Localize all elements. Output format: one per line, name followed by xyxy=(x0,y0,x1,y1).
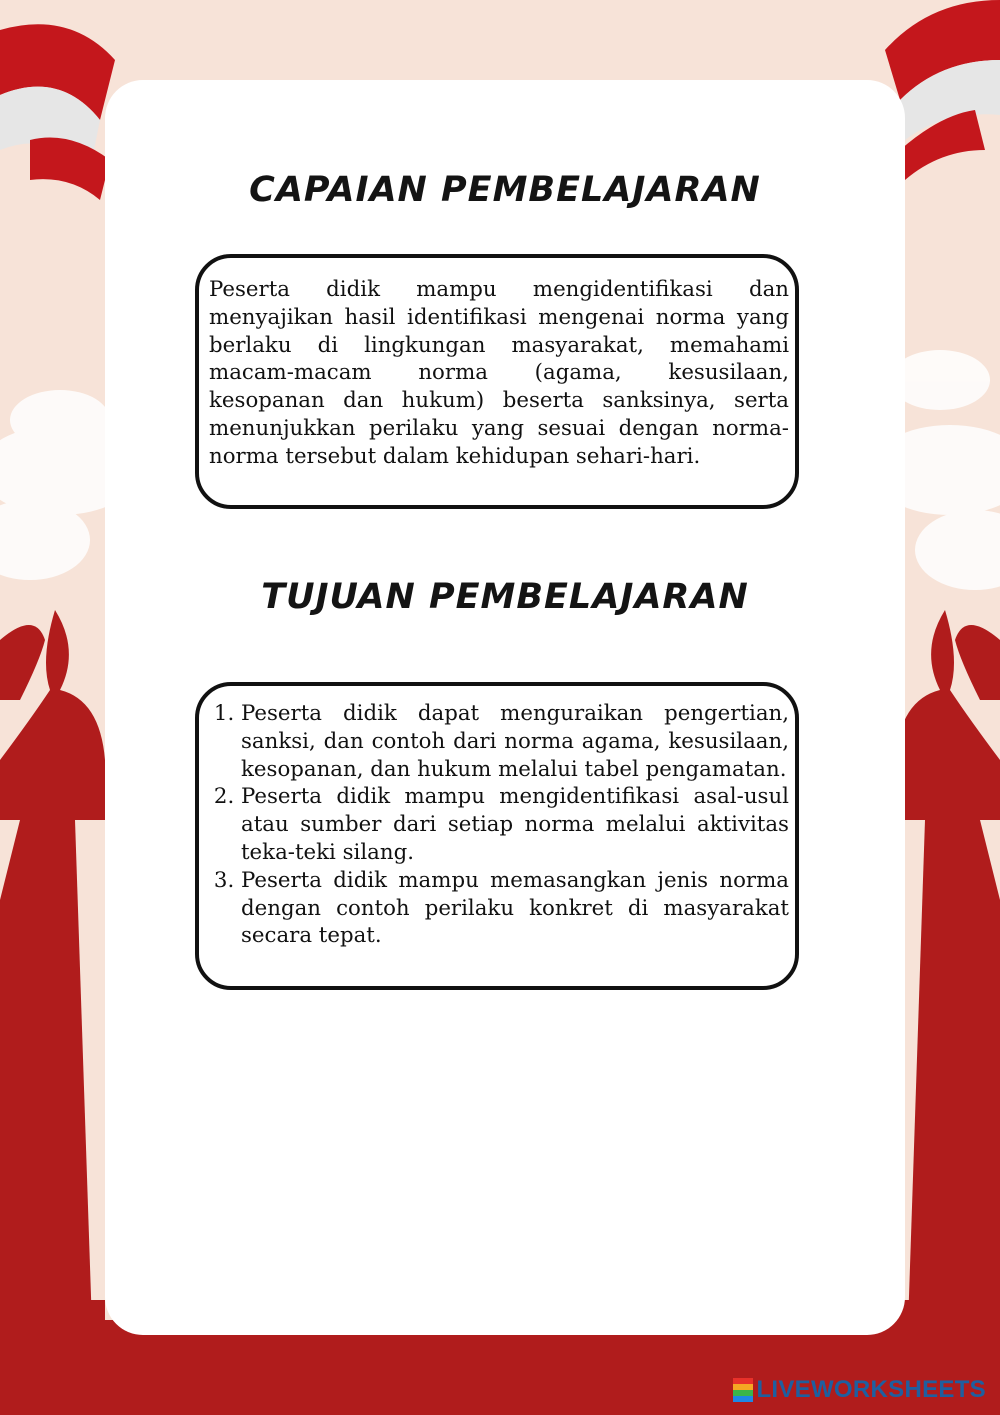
tujuan-box xyxy=(195,682,799,990)
liveworksheets-icon xyxy=(733,1378,753,1402)
tujuan-list xyxy=(199,700,795,950)
flag-ribbon-left xyxy=(0,24,115,200)
tujuan-item: 1. Peserta didik dapat menguraikan pengertian, sanksi, dan contoh dari norma agama, kesusilaan, kesopanan, dan hukum melalui tabel pengamatan. xyxy=(241,700,789,783)
capaian-title: CAPAIAN PEMBELAJARAN xyxy=(249,170,761,210)
capaian-box xyxy=(195,254,799,509)
tujuan-item: 3. Peserta didik mampu memasangkan jenis norma dengan contoh perilaku konkret di masyarakat secara tepat. xyxy=(241,867,789,950)
monument-left xyxy=(0,610,105,1415)
monument-right xyxy=(895,610,1000,1415)
tujuan-item: 2. Peserta didik mampu mengidentifikasi asal-usul atau sumber dari setiap norma melalui aktivitas teka-teki silang. xyxy=(241,783,789,866)
liveworksheets-logo[interactable] xyxy=(733,1377,986,1403)
liveworksheets-brand: LIVEWORKSHEETS xyxy=(756,1376,986,1403)
capaian-text: Peserta didik mampu mengidentifikasi dan menyajikan hasil identifikasi mengenai norma yang berlaku di lingkungan masyarakat, memahami macam-macam norma (agama, kesusilaan, kesopanan dan hukum) beserta sanksinya, serta menunjukkan perilaku yang sesuai dengan norma-norma tersebut dalam kehidupan sehari-hari. xyxy=(209,277,789,469)
tujuan-title: TUJUAN PEMBELAJARAN xyxy=(261,577,749,617)
content-card xyxy=(105,80,905,1335)
